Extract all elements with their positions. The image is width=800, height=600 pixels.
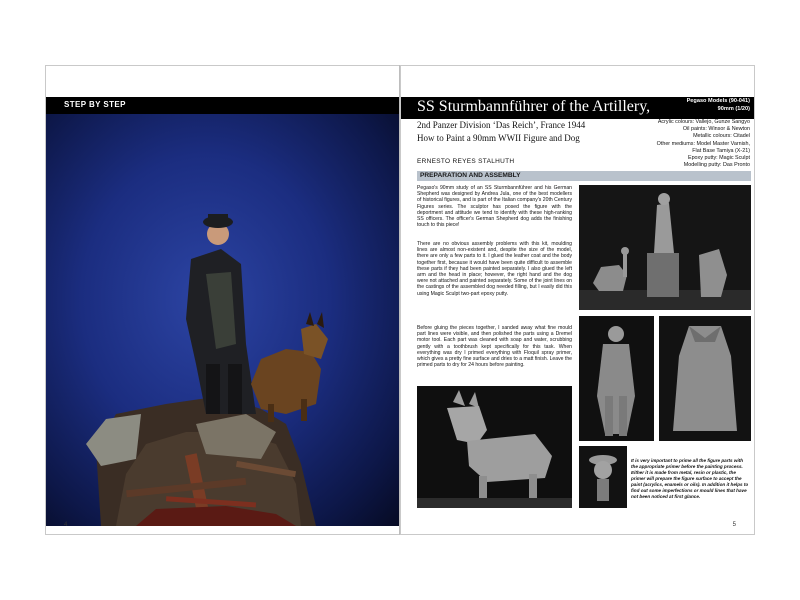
body-paragraph: Before gluing the pieces together, I sanded away what fine mould part lines were visible, and then polished the parts using a Dremel motor tool. Each part was cleaned with soap and water, scrubbing gently with a toothbrush kept specifically for this task. When everything was dry I primed everything with Floquil spray primer, which gives a pretty fine surface and dries to a matt finish. Leave the primed parts to dry for 24 hours before painting.	[417, 325, 572, 369]
page-number: 5	[732, 522, 736, 528]
painted-figure-illustration	[46, 114, 400, 526]
section-header-label: STEP BY STEP	[64, 100, 126, 109]
figure-photo-painted	[46, 114, 400, 526]
right-page	[400, 65, 755, 535]
subtitle-howto: How to Paint a 90mm WWII Figure and Dog	[417, 133, 580, 143]
primed-parts-illustration	[579, 185, 751, 310]
materials-item: Epoxy putty: Magic Sculpt	[687, 155, 750, 162]
section-heading-bar	[417, 171, 751, 181]
section-header-bar	[46, 97, 400, 114]
kit-manufacturer: Pegaso Models (90-041)	[686, 98, 750, 104]
materials-item: Acrylic colours: Vallejo, Gunze Sangyo	[657, 119, 750, 125]
head-primed-illustration	[579, 446, 627, 508]
dog-primed-illustration	[417, 386, 572, 508]
coat-photo	[659, 316, 751, 441]
photo-caption: It is very important to prime all the figure parts with the appropriate primer before the painting process. Either it is made from metal, resin or plastic, the primer will prepare the figure surface to accept the paint (acrylics, enamels or oils). In addition it helps to find out some imperfections or mould lines that have not been noticed at first glance.	[631, 458, 749, 499]
head-primed-photo	[579, 446, 627, 508]
figure-front-illustration	[579, 316, 654, 441]
primed-parts-photo	[579, 185, 751, 310]
dog-primed-photo	[417, 386, 572, 508]
kit-scale: 90mm (1/20)	[717, 105, 750, 112]
materials-item: Other mediums: Model Master Varnish,	[656, 140, 750, 147]
materials-item: Metallic colours: Citadel	[693, 133, 750, 140]
materials-item: Modelling putty: Das Pronto	[683, 162, 750, 169]
materials-item: Flat Base Tamiya (X-21)	[692, 147, 750, 154]
author-name: ERNESTO REYES STALHUTH	[417, 158, 515, 165]
body-paragraph: Pegaso's 90mm study of an SS Sturmbannführer and his German Shepherd was designed by Andrea Jula, one of the best modellers of historical figures, and is part of the Italian company's 20th Century Figures series. The sculptor has posed the figure with the deportment and attitude we tend to identify with these high-ranking SS officers. The officer's German Shepherd dog adds the finishing touch to this piece!	[417, 185, 572, 229]
body-paragraph: There are no obvious assembly problems with this kit, moulding lines are almost non-existent and, despite the size of the model, there are only a few parts to it. I glued the leather coat and the body together first, because it would have been quite difficult to assemble these parts if they had been painted separately. I also glued the left arm and the head in place; however, the right hand and the dog were not attached and painted separately. Some of the joint lines on the castings of the assembled dog needed filling, but I easily did this using Magic Sculpt two-part epoxy putty.	[417, 241, 572, 297]
materials-item: Oil paints: Winsor & Newton	[682, 126, 750, 133]
coat-illustration	[659, 316, 751, 441]
figure-front-photo	[579, 316, 654, 441]
section-heading: PREPARATION AND ASSEMBLY	[420, 172, 521, 179]
left-page	[45, 65, 400, 535]
article-title: SS Sturmbannführer of the Artillery,	[417, 98, 651, 115]
materials-list	[657, 119, 750, 169]
subtitle-division: 2nd Panzer Division ‘Das Reich’, France 1944	[417, 120, 586, 130]
kit-info	[687, 98, 750, 113]
page-number: 4	[64, 522, 68, 528]
